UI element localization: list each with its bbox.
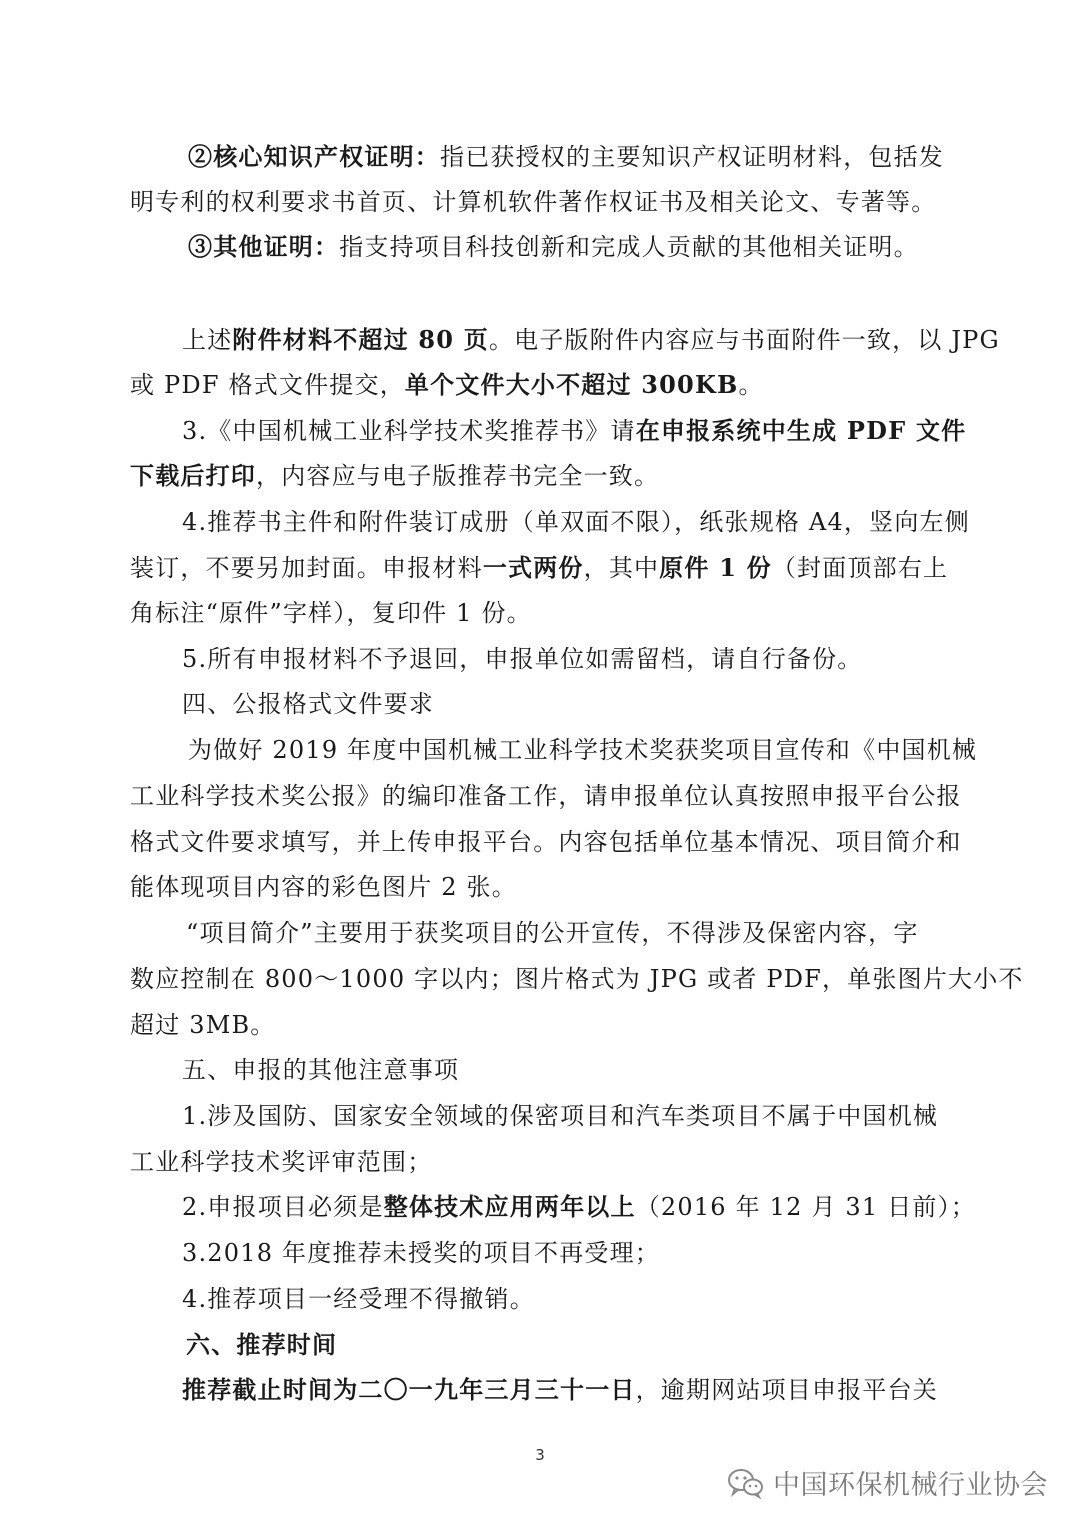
paragraph-note-4: 4.推荐项目一经受理不得撤销。 [182,1285,535,1313]
paragraph-bulletin-cont3: 能体现项目内容的彩色图片 2 张。 [130,873,517,901]
paragraph-item-3: 3.《中国机械工业科学技术奖推荐书》请在申报系统中生成 PDF 文件 [182,416,967,445]
paragraph-project-intro-cont: 数应控制在 800～1000 字以内；图片格式为 JPG 或者 PDF，单张图片大小不 [130,965,1024,993]
paragraph-note-3: 3.2018 年度推荐未授奖的项目不再受理； [182,1239,661,1267]
paragraph-item-5: 5.所有申报材料不予退回，申报单位如需留档，请自行备份。 [182,645,863,673]
paragraph-deadline: 推荐截止时间为二〇一九年三月三十一日，逾期网站项目申报平台关 [182,1375,939,1404]
paragraph-attachment-limit-cont: 或 PDF 格式文件提交，单个文件大小不超过 300KB。 [130,370,764,399]
watermark [727,1463,1048,1502]
wechat-icon [727,1467,765,1499]
paragraph-note-1-cont: 工业科学技术奖评审范围； [130,1148,433,1176]
heading-section-6: 六、推荐时间 [186,1330,338,1359]
paragraph-note-2: 2.申报项目必须是整体技术应用两年以上（2016 年 12 月 31 日前）； [182,1192,977,1221]
paragraph-bulletin-cont: 工业科学技术奖公报》的编印准备工作，请申报单位认真按照申报平台公报 [130,782,962,810]
paragraph-core-ip: ②核心知识产权证明：指已获授权的主要知识产权证明材料，包括发 [188,142,944,171]
paragraph-project-intro-cont2: 超过 3MB。 [130,1011,276,1039]
paragraph-item-4: 4.推荐书主件和附件装订成册（单双面不限），纸张规格 A4，竖向左侧 [182,508,970,536]
page-number: 3 [535,1446,545,1464]
paragraph-item-4-cont2: 角标注“原件”字样），复印件 1 份。 [130,599,532,627]
paragraph-bulletin: 为做好 2019 年度中国机械工业科学技术奖获奖项目宣传和《中国机械 [188,736,978,764]
watermark-text: 中国环保机械行业协会 [773,1470,1048,1501]
paragraph-item-3-cont: 下载后打印，内容应与电子版推荐书完全一致。 [130,461,660,490]
paragraph-bulletin-cont2: 格式文件要求填写，并上传申报平台。内容包括单位基本情况、项目简介和 [130,828,962,856]
heading-section-5: 五、申报的其他注意事项 [182,1056,460,1084]
paragraph-attachment-limit: 上述附件材料不超过 80 页。电子版附件内容应与书面附件一致，以 JPG [182,325,1000,354]
paragraph-note-1: 1.涉及国防、国家安全领域的保密项目和汽车类项目不属于中国机械 [182,1102,939,1130]
paragraph-other-proof: ③其他证明：指支持项目科技创新和完成人贡献的其他相关证明。 [188,232,919,261]
paragraph-project-intro: “项目简介”主要用于获奖项目的公开宣传，不得涉及保密内容，字 [186,919,919,947]
paragraph-item-4-cont: 装订，不要另加封面。申报材料一式两份，其中原件 1 份（封面顶部右上 [130,553,949,582]
heading-section-4: 四、公报格式文件要求 [182,690,434,718]
paragraph-core-ip-cont: 明专利的权利要求书首页、计算机软件著作权证书及相关论文、专著等。 [130,188,937,216]
